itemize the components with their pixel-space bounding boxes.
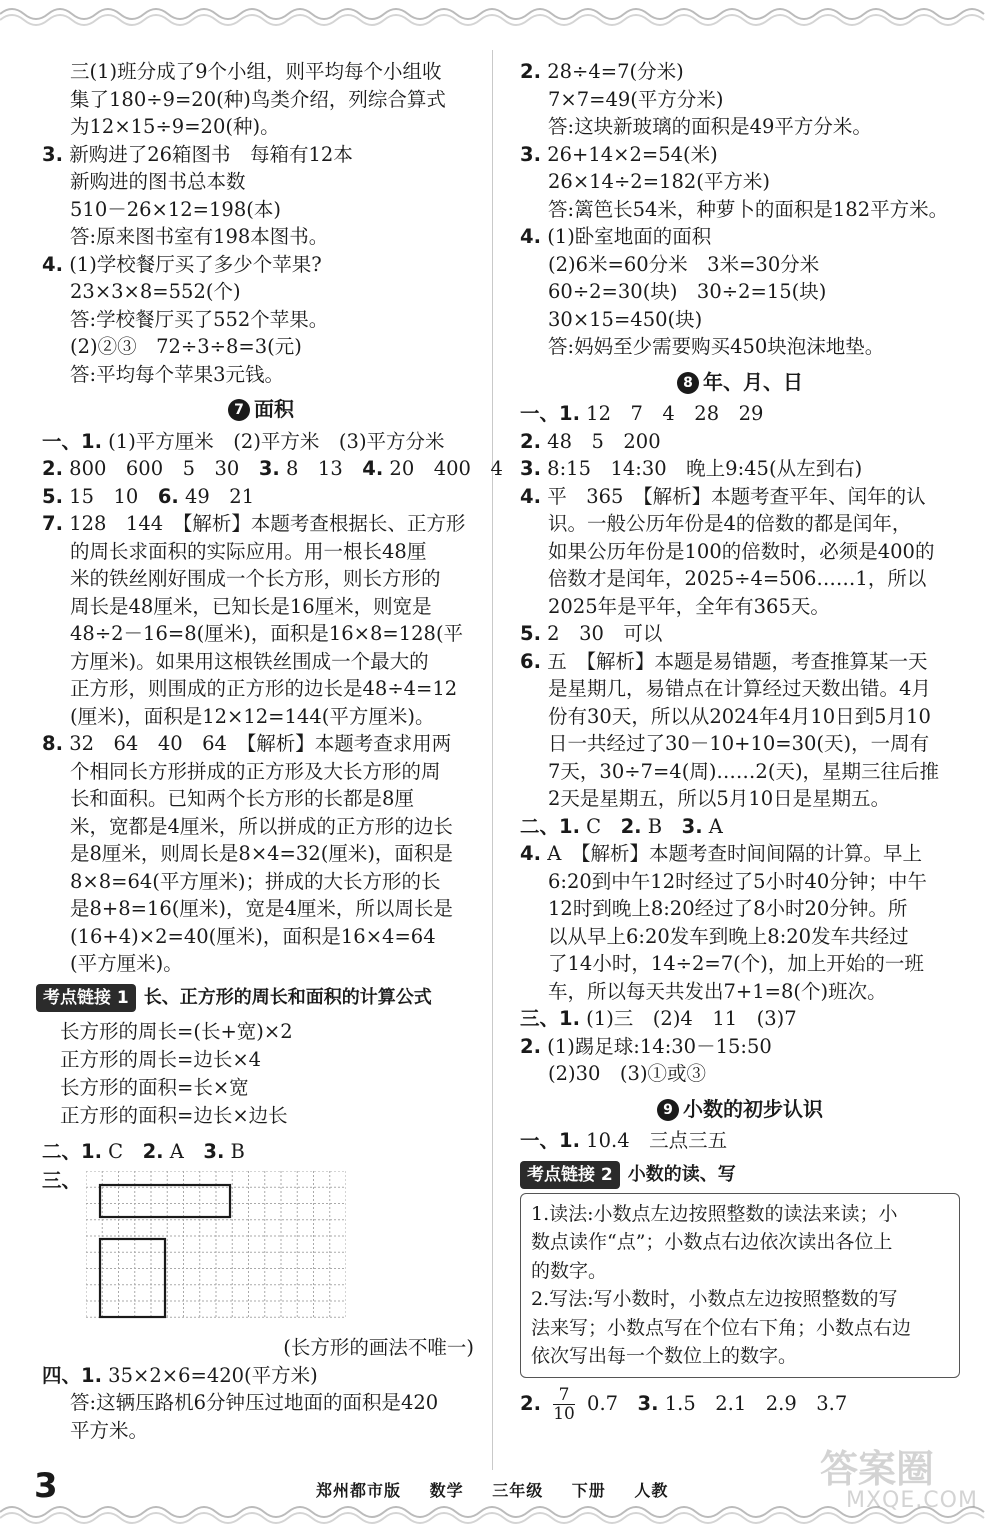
question-number: 2. bbox=[142, 1139, 164, 1163]
knowledge-link-1 bbox=[36, 984, 480, 1012]
drawn-rectangle-2 bbox=[100, 1239, 165, 1317]
top-wave-border bbox=[0, 0, 993, 30]
question-number: 4. bbox=[520, 842, 541, 865]
section-title-area bbox=[520, 369, 960, 397]
knowledge-tag: 考点链接 2 bbox=[520, 1161, 620, 1189]
text-line: 12时到晚上8:20经过了8小时20分钟。所 bbox=[548, 897, 908, 920]
question-number: 4. bbox=[520, 484, 541, 508]
text-line: 如果公历年份是100的倍数时，必须是400的 bbox=[548, 539, 935, 563]
text-line: 8 13 bbox=[279, 457, 363, 480]
text-line: (1)卧室地面的面积 bbox=[547, 225, 712, 248]
answer-4 bbox=[42, 251, 480, 389]
text-line: C bbox=[579, 814, 621, 838]
footer-volume: 下册 bbox=[571, 1481, 606, 1500]
question-number: 2. bbox=[520, 1391, 541, 1415]
question-number: 一、1. bbox=[520, 402, 580, 425]
text-line: 方厘米)。如果用这根铁丝围成一个最大的 bbox=[70, 649, 429, 673]
question-number: 3. bbox=[520, 457, 541, 480]
text-line: 2天是星期五，所以5月10日是星期五。 bbox=[548, 787, 891, 810]
question-number: 3. bbox=[681, 814, 703, 838]
question-number: 三、1. bbox=[520, 1007, 580, 1030]
text-line: 30×15=450(块) bbox=[548, 307, 703, 331]
question-number: 3. bbox=[258, 457, 280, 480]
knowledge-box bbox=[520, 1193, 960, 1378]
text-line: 为12×15÷9=20(种)。 bbox=[70, 115, 280, 138]
left-column bbox=[42, 58, 503, 1444]
text-line: 依次写出每一个数位上的数字。 bbox=[531, 1345, 798, 1367]
text-line: 个相同长方形拼成的正方形及大长方形的周 bbox=[70, 759, 441, 783]
formula-line: 长方形的周长=(长+宽)×2 bbox=[60, 1019, 293, 1043]
text-line: 49 21 bbox=[178, 484, 255, 508]
text-line: A bbox=[163, 1139, 204, 1163]
text-line: 五 【解析】本题是易错题，考查推算某一天 bbox=[547, 649, 928, 673]
text-line: 8:15 14:30 晚上9:45(从左到右) bbox=[540, 457, 863, 480]
column-divider bbox=[492, 50, 493, 1470]
question-number: 一、1. bbox=[520, 1129, 580, 1152]
text-line: 0.7 bbox=[587, 1391, 638, 1415]
text-line: 15 10 bbox=[62, 484, 158, 508]
text-line: 三(1)班分成了9个小组，则平均每个小组收 bbox=[70, 60, 442, 83]
footer-subject: 数学 bbox=[429, 1481, 464, 1500]
fraction-numerator: 7 bbox=[558, 1384, 570, 1405]
footer-publisher: 人教 bbox=[634, 1481, 669, 1500]
text-line: 份有30天，所以从2024年4月10日到5月10 bbox=[548, 704, 931, 728]
question-number: 5. bbox=[42, 484, 63, 508]
text-line: 倍数才是闰年，2025÷4=506……1，所以 bbox=[548, 567, 927, 590]
text-line: 6:20到中午12时经过了5小时40分钟；中午 bbox=[548, 869, 927, 893]
text-line: 正方形，则围成的正方形的边长是48÷4=12 bbox=[70, 677, 458, 700]
text-line: 10.4 三点三五 bbox=[579, 1129, 728, 1152]
footer-edition: 郑州都市版 bbox=[316, 1481, 402, 1500]
text-line: 周长是48厘米，已知长是16厘米，则宽是 bbox=[70, 594, 432, 618]
left-intro bbox=[42, 58, 480, 141]
text-line: 长和面积。已知两个长方形的长都是8厘 bbox=[70, 787, 414, 810]
text-line: 答:原来图书室有198本图书。 bbox=[70, 225, 329, 248]
grid-note: (长方形的画法不唯一) bbox=[283, 1336, 474, 1359]
text-line: 800 600 5 30 bbox=[62, 457, 259, 480]
text-line: 米的铁丝刚好围成一个长方形，则长方形的 bbox=[70, 567, 441, 590]
text-line: 8×8=64(平方厘米)；拼成的大长方形的长 bbox=[70, 869, 441, 893]
answer-r2 bbox=[520, 58, 960, 141]
section-badge: 7 bbox=[228, 399, 250, 421]
question-number: 3. bbox=[203, 1139, 225, 1163]
question-number: 4. bbox=[520, 225, 541, 248]
question-number: 2. bbox=[520, 429, 541, 453]
text-line: A bbox=[702, 814, 723, 838]
answer-r4b bbox=[520, 483, 960, 621]
watermark-text: 答案圈 bbox=[820, 1447, 935, 1491]
text-line: 答:平均每个苹果3元钱。 bbox=[70, 362, 284, 386]
answer-7 bbox=[42, 510, 480, 730]
answer-part4 bbox=[42, 1362, 480, 1445]
text-line: 的数字。 bbox=[531, 1259, 608, 1282]
formula-line: 正方形的周长=边长×4 bbox=[60, 1047, 262, 1071]
answer-r4 bbox=[520, 223, 960, 361]
text-line: 集了180÷9=20(种)鸟类介绍，列综合算式 bbox=[70, 87, 446, 111]
watermark-url: MXQE.COM bbox=[846, 1488, 978, 1513]
text-line: B bbox=[224, 1139, 245, 1163]
text-line: (1)踢足球:14:30－15:50 bbox=[540, 1034, 772, 1058]
formula-line: 正方形的面积=边长×边长 bbox=[60, 1103, 288, 1127]
text-line: 7天，30÷7=4(周)……2(天)，星期三往后推 bbox=[548, 759, 940, 783]
section-badge: 9 bbox=[657, 1099, 679, 1121]
answer-r3 bbox=[520, 141, 960, 224]
text-line: 7×7=49(平方分米) bbox=[548, 87, 724, 111]
text-line: 48÷2－16=8(厘米)，面积是16×8=128(平 bbox=[70, 622, 464, 645]
text-line: 的周长求面积的实际应用。用一根长48厘 bbox=[70, 539, 427, 563]
question-number: 四、1. bbox=[42, 1363, 102, 1387]
text-line: 答:学校餐厅买了552个苹果。 bbox=[70, 307, 329, 331]
text-line: 识。一般公历年份是4的倍数的都是闰年， bbox=[548, 512, 912, 535]
text-line: (1)平方厘米 (2)平方米 (3)平方分米 bbox=[101, 429, 445, 453]
answer-r6 bbox=[520, 648, 960, 813]
question-number: 二、1. bbox=[520, 814, 580, 838]
fraction bbox=[553, 1386, 575, 1423]
text-line: 12 7 4 28 29 bbox=[579, 402, 764, 425]
formula-box bbox=[42, 1016, 480, 1132]
answer-8 bbox=[42, 730, 480, 978]
text-line: 是8+8=16(厘米)，宽是4厘米，所以周长是 bbox=[70, 897, 453, 920]
question-number: 8. bbox=[42, 732, 63, 755]
text-line: 答:这辆压路机6分钟压过地面的面积是420 bbox=[70, 1391, 439, 1414]
text-line: (16+4)×2=40(厘米)，面积是16×4=64 bbox=[70, 924, 436, 948]
text-line: 是8厘米，则周长是8×4=32(厘米)，面积是 bbox=[70, 842, 453, 865]
text-line: A 【解析】本题考查时间间隔的计算。早上 bbox=[547, 842, 923, 865]
text-line: 1.5 2.1 2.9 3.7 bbox=[658, 1391, 848, 1415]
text-line: 26×14÷2=182(平方米) bbox=[548, 170, 770, 193]
section-title: 年、月、日 bbox=[703, 369, 803, 394]
grid-answer-area bbox=[42, 1167, 480, 1342]
text-line: 新购进了26箱图书 每箱有12本 bbox=[69, 142, 353, 166]
footer-grade: 三年级 bbox=[492, 1481, 544, 1500]
question-number: 三、 bbox=[42, 1169, 82, 1192]
text-line: 2 30 可以 bbox=[540, 622, 663, 645]
text-line: 510－26×12=198(本) bbox=[70, 197, 281, 221]
text-line: 平 365 【解析】本题考查平年、闰年的认 bbox=[547, 484, 926, 508]
question-number: 6. bbox=[157, 484, 179, 508]
knowledge-tag: 考点链接 1 bbox=[36, 984, 136, 1012]
watermark-logo bbox=[810, 1430, 978, 1520]
text-line: 答:妈妈至少需要购买450块泡沫地垫。 bbox=[548, 335, 885, 358]
text-line: 车，所以每天共发出7+1=8(个)班次。 bbox=[548, 979, 887, 1003]
text-line: 23×3×8=552(个) bbox=[70, 280, 241, 303]
text-line: 是星期几，易错点在计算经过天数出错。4月 bbox=[548, 677, 931, 700]
text-line: 平方米。 bbox=[70, 1418, 149, 1442]
text-line: 128 144 【解析】本题考查根据长、正方形 bbox=[69, 512, 466, 535]
question-number: 2. bbox=[520, 1034, 541, 1058]
footer-info bbox=[316, 1478, 690, 1501]
text-line: 米，宽都是4厘米，所以拼成的正方形的边长 bbox=[70, 814, 453, 838]
text-line: C bbox=[101, 1139, 143, 1163]
text-line: 日一共经过了30－10+10=30(天)，一周有 bbox=[548, 732, 930, 755]
text-line: 了14小时，14÷2=7(个)，加上开始的一班 bbox=[548, 952, 924, 975]
text-line: B bbox=[641, 814, 682, 838]
question-number: 2. bbox=[620, 814, 642, 838]
text-line: 法来写；小数点写在个位右下角；小数点右边 bbox=[531, 1316, 912, 1339]
knowledge-title: 长、正方形的周长和面积的计算公式 bbox=[143, 986, 432, 1008]
section-badge: 8 bbox=[677, 372, 699, 394]
section-title: 面积 bbox=[254, 397, 294, 421]
text-line: 答:这块新玻璃的面积是49平方分米。 bbox=[548, 115, 872, 138]
text-line: 60÷2=30(块) 30÷2=15(块) bbox=[548, 280, 827, 303]
question-number: 3. bbox=[42, 142, 63, 166]
text-line: 20 400 4 bbox=[383, 457, 503, 480]
text-line: 28÷4=7(分米) bbox=[547, 60, 684, 83]
right-column bbox=[520, 58, 960, 1423]
text-line: (平方厘米)。 bbox=[70, 952, 183, 975]
page-number: 3 bbox=[34, 1466, 58, 1506]
knowledge-link-2 bbox=[520, 1161, 960, 1189]
formula-line: 长方形的面积=长×宽 bbox=[60, 1075, 249, 1099]
question-number: 2. bbox=[42, 457, 63, 480]
text-line: 新购进的图书总本数 bbox=[70, 170, 246, 193]
text-line: (厘米)，面积是12×12=144(平方厘米)。 bbox=[70, 704, 435, 728]
text-line: (2)6米=60分米 3米=30分米 bbox=[548, 252, 820, 276]
answer-r4c bbox=[520, 840, 960, 1005]
question-number: 二、1. bbox=[42, 1139, 102, 1163]
question-number: 6. bbox=[520, 649, 541, 673]
drawn-rectangle-1 bbox=[100, 1185, 230, 1217]
question-number: 3. bbox=[520, 142, 541, 166]
section-title-area bbox=[42, 396, 480, 424]
question-number: 2. bbox=[520, 60, 541, 83]
question-number: 5. bbox=[520, 622, 541, 645]
text-line: 答:篱笆长54米，种萝卜的面积是182平方米。 bbox=[548, 197, 949, 221]
rectangle-grid-figure bbox=[86, 1171, 346, 1331]
question-number: 7. bbox=[42, 512, 63, 535]
text-line: 48 5 200 bbox=[540, 429, 661, 453]
text-line: 26+14×2=54(米) bbox=[547, 142, 718, 166]
question-number: 3. bbox=[637, 1391, 659, 1415]
text-line: (2)30 (3)①或③ bbox=[548, 1062, 707, 1085]
text-line: 2.写法:写小数时，小数点左边按照整数的写 bbox=[531, 1288, 898, 1310]
text-line: 以从早上6:20发车到晚上8:20发车共经过 bbox=[548, 924, 909, 948]
text-line: 数点读作“点”；小数点右边依次读出各位上 bbox=[531, 1231, 893, 1253]
text-line: (1)学校餐厅买了多少个苹果? bbox=[69, 252, 322, 276]
text-line: (1)三 (2)4 11 (3)7 bbox=[579, 1007, 797, 1030]
question-number: 一、1. bbox=[42, 429, 102, 453]
section-title-area bbox=[520, 1096, 960, 1124]
text-line: 1.读法:小数点左边按照整数的读法来读；小 bbox=[531, 1202, 898, 1225]
text-line: (2)②③ 72÷3÷8=3(元) bbox=[70, 335, 302, 358]
text-line: 2025年是平年，全年有365天。 bbox=[548, 594, 830, 618]
fraction-denominator: 10 bbox=[553, 1403, 575, 1424]
section-title: 小数的初步认识 bbox=[683, 1096, 823, 1121]
question-number: 4. bbox=[42, 252, 63, 276]
knowledge-title: 小数的读、写 bbox=[627, 1163, 736, 1185]
text-line: 32 64 40 64 【解析】本题考查求用两 bbox=[69, 732, 452, 755]
text-line: 35×2×6=420(平方米) bbox=[101, 1363, 318, 1387]
question-number: 4. bbox=[362, 457, 384, 480]
answer-3 bbox=[42, 141, 480, 251]
